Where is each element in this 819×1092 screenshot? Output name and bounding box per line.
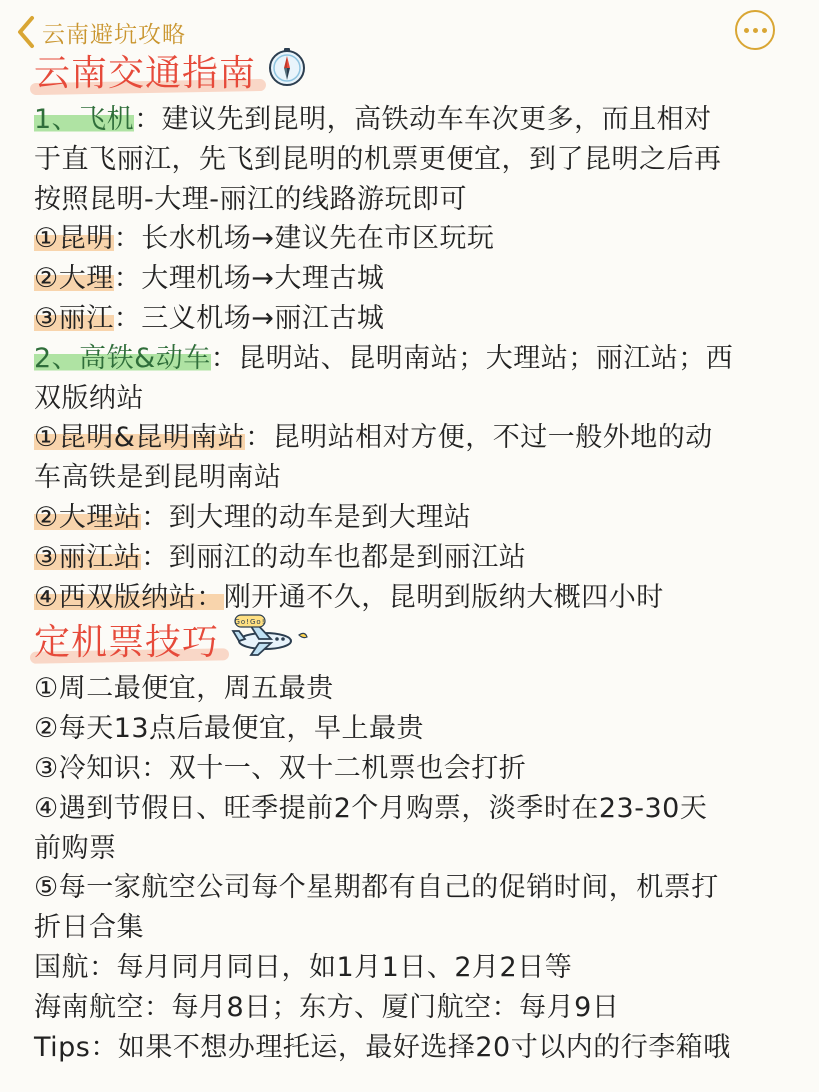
section-title-transport: [34, 48, 794, 100]
line-text: 车高铁是到昆明南站: [34, 462, 282, 494]
text-line: [34, 379, 794, 419]
text-line: [34, 140, 794, 180]
back-label: 云南避坑攻略: [42, 21, 186, 48]
line-text: 前购票: [34, 832, 117, 864]
section-tickets-lines: [34, 669, 794, 1067]
line-text: 国航：每月同月同日，如1月1日、2月2日等: [34, 951, 573, 983]
line-text: 按照昆明-大理-丽江的线路游玩即可: [34, 183, 467, 215]
text-line: [34, 538, 794, 578]
line-text: 折日合集: [34, 912, 144, 944]
highlighted-label: ②大理站: [34, 501, 142, 533]
text-line: [34, 418, 794, 458]
line-text: ：昆明站、昆明南站；大理站；丽江站；西: [210, 342, 734, 374]
line-text: ：大理机场→大理古城: [113, 263, 385, 295]
text-line: [34, 219, 794, 259]
line-text: ⑤每一家航空公司每个星期都有自己的促销时间，机票打: [34, 872, 719, 904]
text-line: [34, 908, 794, 948]
highlighted-label: ③丽江站: [34, 541, 142, 573]
line-text: 于直飞丽江，先飞到昆明的机票更便宜，到了昆明之后再: [34, 143, 722, 175]
text-line: [34, 498, 794, 538]
chevron-left-icon: [14, 14, 38, 50]
compass-icon: [266, 46, 308, 102]
line-text: ：三义机场→丽江古城: [113, 302, 385, 334]
airplane-icon: [229, 613, 309, 673]
line-text: ①周二最便宜，周五最贵: [34, 673, 334, 705]
text-line: [34, 948, 794, 988]
text-line: [34, 458, 794, 498]
line-text: ：到大理的动车是到大理站: [141, 501, 472, 533]
highlighted-label: ①昆明&昆明南站: [34, 422, 246, 454]
more-dot-icon: [744, 28, 749, 33]
line-text: 海南航空：每月8日；东方、厦门航空：每月9日: [34, 991, 620, 1023]
line-text: ：建议先到昆明，高铁动车车次更多，而且相对: [134, 104, 712, 135]
text-line: [34, 180, 794, 220]
text-line: [34, 339, 794, 379]
highlighted-label: ②大理: [34, 263, 114, 295]
text-line: [34, 789, 794, 829]
highlighted-label: ①昆明: [34, 223, 114, 255]
back-button[interactable]: [14, 12, 186, 52]
text-line: [34, 868, 794, 908]
text-line: [34, 669, 794, 709]
svg-text:Go!Go!: Go!Go!: [234, 618, 266, 627]
line-text: 双版纳站: [34, 382, 144, 414]
section-transport-lines: [34, 100, 794, 617]
section-title-text: 云南交通指南: [34, 49, 256, 99]
highlighted-label: ③丽江: [34, 302, 114, 334]
article-body: [34, 48, 794, 1067]
text-line: [34, 988, 794, 1028]
more-options-button[interactable]: [735, 10, 775, 50]
text-line: [34, 100, 794, 140]
text-line: [34, 829, 794, 869]
highlighted-label: 2、高铁&动车: [34, 342, 211, 374]
line-text: ④遇到节假日、旺季提前2个月购票，淡季时在23-30天: [34, 792, 708, 824]
more-dot-icon: [753, 28, 758, 33]
text-line: [34, 749, 794, 789]
line-text: ：长水机场→建议先在市区玩玩: [113, 223, 495, 255]
line-text: ③冷知识：双十一、双十二机票也会打折: [34, 752, 527, 784]
text-line: [34, 578, 794, 618]
text-line: [34, 259, 794, 299]
line-text: Tips：如果不想办理托运，最好选择20寸以内的行李箱哦: [34, 1031, 731, 1063]
text-line: [34, 1028, 794, 1068]
text-line: [34, 299, 794, 339]
line-text: ：昆明站相对方便，不过一般外地的动: [245, 422, 713, 454]
section-title-tickets: [34, 617, 794, 669]
highlighted-label: ④西双版纳站：: [34, 581, 224, 613]
text-line: [34, 709, 794, 749]
line-text: 刚开通不久，昆明到版纳大概四小时: [223, 581, 664, 613]
section-title-text: 定机票技巧: [34, 618, 219, 668]
highlighted-label: 1、飞机: [34, 104, 135, 135]
more-dot-icon: [762, 28, 767, 33]
line-text: ：到丽江的动车也都是到丽江站: [141, 541, 527, 573]
line-text: ②每天13点后最便宜，早上最贵: [34, 713, 425, 745]
